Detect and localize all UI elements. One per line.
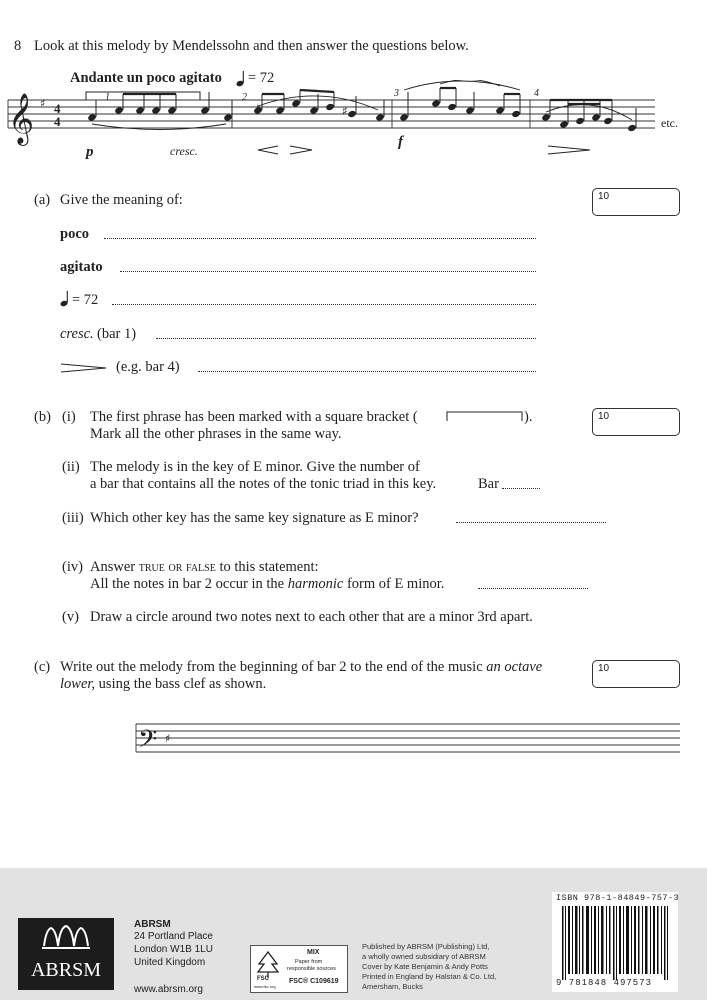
answer-line-tempo[interactable] — [112, 304, 536, 305]
bar-number-1: 1 — [105, 92, 110, 103]
dynamic-piano: p — [86, 144, 94, 160]
svg-text:♮: ♮ — [256, 101, 261, 115]
b-iv-line2 — [90, 576, 444, 593]
tempo-value: = 72 — [248, 70, 275, 86]
svg-text:♯: ♯ — [40, 97, 46, 110]
bar-number-3: 3 — [394, 88, 399, 99]
b-i-line2: Mark all the other phrases in the same way. — [90, 426, 342, 442]
publisher-line2: a wholly owned subsidiary of ABRSM — [362, 952, 486, 961]
term-tempo: = 72 — [72, 292, 99, 308]
part-c-line1 — [60, 659, 542, 676]
logo-text: ABRSM — [30, 959, 102, 981]
square-bracket-icon — [446, 410, 524, 422]
question-number: 8 — [14, 38, 22, 54]
part-c-marks-box: 10 — [592, 660, 680, 688]
b-i-number: (i) — [62, 409, 76, 425]
fsc-site: www.fsc.org — [254, 984, 276, 989]
tempo-marking: Andante un poco agitato — [70, 70, 222, 86]
question-intro: Look at this melody by Mendelssohn and then answer the questions below. — [34, 38, 469, 54]
bass-clef-icon: 𝄢 — [138, 725, 158, 760]
etc-label: etc. — [661, 116, 678, 130]
b-i-line1: The first phrase has been marked with a square bracket ( — [90, 409, 418, 425]
b-iii-text: Which other key has the same key signature as E minor? — [90, 510, 419, 526]
term-cresc: cresc. — [60, 326, 94, 342]
svg-text:♯: ♯ — [342, 104, 348, 118]
b-v-text: Draw a circle around two notes next to each other that are a minor 3rd apart. — [90, 609, 533, 625]
b-iv-harmonic: harmonic — [287, 576, 344, 592]
b-iv-line2b: form of E minor. — [346, 576, 445, 592]
svg-text:4: 4 — [54, 114, 61, 129]
fsc-code: FSC® C109619 — [289, 978, 339, 985]
svg-text:♯: ♯ — [165, 732, 171, 745]
fsc-mix: MIX — [307, 949, 320, 956]
part-b-label: (b) — [34, 409, 51, 425]
answer-line-dim[interactable] — [198, 371, 536, 372]
part-c-label: (c) — [34, 659, 51, 675]
term-cresc-bar: (bar 1) — [97, 326, 137, 342]
b-iv-number: (iv) — [62, 559, 83, 575]
publisher-line3: Cover by Kate Benjamin & Andy Potts — [362, 962, 488, 971]
part-c-line2 — [60, 676, 266, 693]
answer-line-cresc[interactable] — [156, 338, 536, 339]
part-a-label: (a) — [34, 192, 51, 208]
answer-line-poco[interactable] — [104, 238, 536, 239]
address-org: ABRSM — [134, 919, 171, 930]
barcode-digits: 9 781848 497573 — [556, 978, 653, 988]
part-c-lower: lower, — [60, 676, 96, 692]
part-c-line1a: Write out the melody from the beginning of bar 2 to the end of the music — [60, 659, 483, 675]
b-iv-line2a: All the notes in bar 2 occur in the — [90, 576, 285, 592]
b-iv-true: true — [138, 559, 165, 575]
b-i-line1-end: ). — [524, 409, 533, 425]
b-iv-false: false — [186, 559, 216, 575]
address-line2: London W1B 1LU — [134, 944, 213, 955]
isbn-text: ISBN 978-1-84849-757-3 — [556, 893, 680, 903]
b-ii-bar-label: Bar — [478, 476, 499, 492]
part-a-marks-box: 10 — [592, 188, 680, 216]
crotchet-icon — [60, 290, 72, 308]
part-a-prompt: Give the meaning of: — [60, 192, 183, 208]
b-ii-line1: The melody is in the key of E minor. Give the number of — [90, 459, 420, 475]
barcode-area — [552, 892, 678, 992]
answer-line-agitato[interactable] — [120, 271, 536, 272]
barcode-icon — [562, 906, 674, 980]
answer-line-key[interactable] — [456, 522, 606, 523]
b-iv-or: or — [168, 559, 183, 575]
abrsm-logo — [18, 918, 114, 990]
part-c-octave: an octave — [486, 659, 543, 675]
b-iii-number: (iii) — [62, 510, 84, 526]
website-link[interactable]: www.abrsm.org — [134, 984, 203, 995]
b-iv-line1 — [90, 559, 319, 576]
b-iv-answer-word: Answer — [90, 559, 136, 575]
term-poco: poco — [60, 226, 89, 242]
fsc-badge — [250, 945, 348, 993]
bar-number-2: 2 — [242, 92, 247, 103]
publisher-line1: Published by ABRSM (Publishing) Ltd, — [362, 942, 490, 951]
bar-number-4: 4 — [534, 88, 539, 99]
b-ii-line2: a bar that contains all the notes of the tonic triad in this key. — [90, 476, 437, 492]
dynamic-cresc: cresc. — [170, 144, 198, 158]
fsc-responsible: responsible sources — [287, 966, 336, 972]
b-ii-number: (ii) — [62, 459, 80, 475]
address-line1: 24 Portland Place — [134, 931, 213, 942]
b-iv-line1-end: to this statement: — [219, 559, 319, 575]
svg-text:4: 4 — [54, 101, 61, 116]
answer-line-true-false[interactable] — [478, 588, 588, 589]
b-v-number: (v) — [62, 609, 79, 625]
bass-staff[interactable] — [0, 716, 707, 760]
publisher-line4: Printed in England by Halstan & Co. Ltd, — [362, 972, 497, 981]
answer-line-bar[interactable] — [502, 488, 540, 489]
part-b-marks-box: 10 — [592, 408, 680, 436]
fsc-paper: Paper from — [295, 959, 323, 965]
term-agitato: agitato — [60, 259, 103, 275]
fsc-logo-text: FSC — [257, 976, 269, 982]
publisher-line5: Amersham, Bucks — [362, 982, 423, 991]
address-line3: United Kingdom — [134, 957, 206, 968]
dynamic-forte: f — [398, 134, 403, 150]
diminuendo-hairpin-icon — [60, 362, 108, 374]
part-c-line2b: using the bass clef as shown. — [98, 676, 267, 692]
treble-clef-icon: 𝄞 — [8, 93, 35, 144]
term-dim-bar: (e.g. bar 4) — [116, 359, 180, 375]
